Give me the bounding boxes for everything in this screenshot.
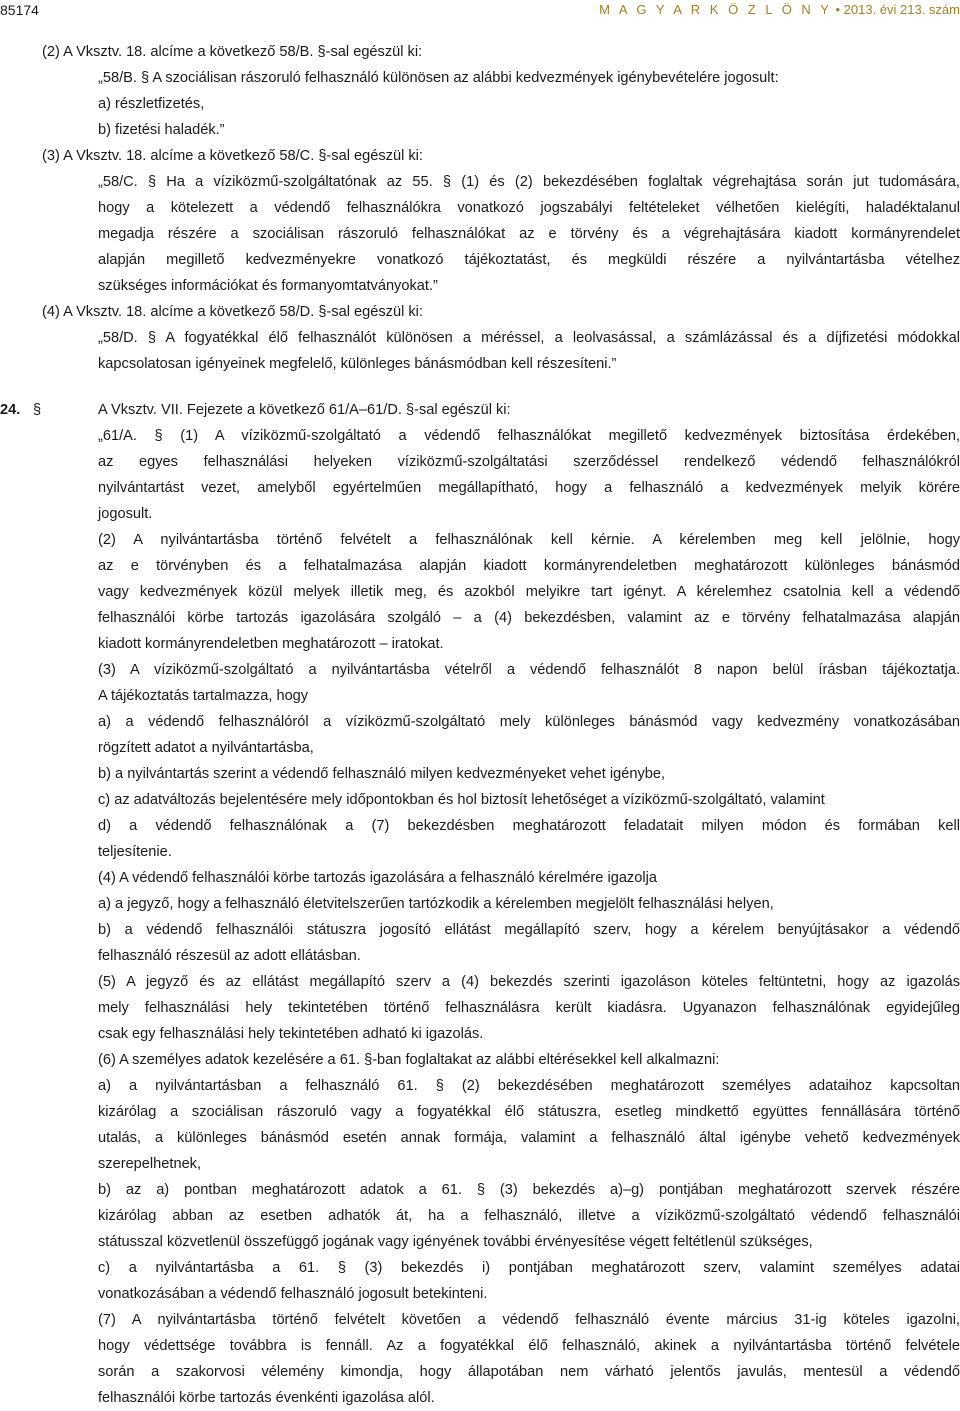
text-line: a) a védendő felhasználóról a víziközmű-szolgáltató mely különleges bánásmód vagy kedvezmény vonatkozásában — [98, 714, 960, 730]
text-line: felhasználó részesül az adott ellátásban. — [98, 948, 361, 964]
journal-name: M A G Y A R K Ö Z L Ö N Y — [599, 2, 832, 17]
text-line: „58/B. § A szociálisan rászoruló felhasználó különösen az alábbi kedvezmények igénybevételére jogosult: — [98, 70, 779, 86]
text-line: a) a nyilvántartásban a felhasználó 61. § (2) bekezdésében meghatározott személyes adataihoz kapcsoltan — [98, 1078, 960, 1094]
text-line: nyilvántartást vezet, amelyből egyértelműen megállapítható, hogy a felhasználó a kedvezmények melyik körére — [98, 480, 960, 496]
text-line: (4) A védendő felhasználói körbe tartozás igazolására a felhasználó kérelmére igazolja — [98, 870, 657, 886]
text-line: (7) A nyilvántartásba történő felvételt követően a védendő felhasználó évente március 31-ig köteles igazolni, — [98, 1312, 960, 1328]
text-line: teljesítenie. — [98, 844, 172, 860]
text-line: rögzített adatot a nyilvántartásba, — [98, 740, 314, 756]
text-line: (5) A jegyző és az ellátást megállapító szerv a (4) bekezdés szerinti igazoláson köteles feltüntetni, hogy az igazolás — [98, 974, 960, 990]
issue-label: • 2013. évi 213. szám — [831, 2, 960, 17]
text-line: (2) A Vksztv. 18. alcíme a következő 58/B. §-sal egészül ki: — [42, 44, 423, 60]
text-line: „58/C. § Ha a víziközmű-szolgáltatónak az 55. § (1) és (2) bekezdésében foglaltak végrehajtása során jut tudomására, — [98, 174, 960, 190]
text-line: hogy a kötelezett a védendő felhasználókra vonatkozó jogszabályi feltételeket vélhetően kielégíti, haladéktalanul — [98, 200, 960, 216]
text-line: (6) A személyes adatok kezelésére a 61. §-ban foglaltakat az alábbi eltérésekkel kell alkalmazni: — [98, 1052, 720, 1068]
text-line: státusszal közvetlenül összefüggő jogának vagy igényének további érvényesítése végett feltétlenül szükséges, — [98, 1234, 813, 1250]
text-line: az egyes felhasználási helyeken víziközmű-szolgáltatási szerződéssel rendelkező védendő felhasználókról — [98, 454, 960, 470]
text-line: során a szakorvosi vélemény kimondja, hogy állapotában nem várható jelentős javulás, mentesül a védendő — [98, 1364, 960, 1380]
text-line: mely felhasználási hely tekintetében történő felhasználásra került kiadásra. Ugyanazon felhasználónak egyidejűleg — [98, 1000, 960, 1016]
text-line: b) fizetési haladék.” — [98, 122, 225, 138]
text-line: jogosult. — [98, 506, 153, 522]
text-line: csak egy felhasználási hely tekintetében adható ki igazolás. — [98, 1026, 484, 1042]
text-line: felhasználói körbe tartozás évenkénti igazolása alól. — [98, 1390, 435, 1406]
section-sign: § — [33, 402, 42, 418]
text-line: (4) A Vksztv. 18. alcíme a következő 58/D. §-sal egészül ki: — [42, 304, 423, 320]
text-line: hogy védettsége továbbra is fennáll. Az a fogyatékkal élő felhasználó, akinek a nyilvántartásba történő felvétele — [98, 1338, 960, 1354]
document-body — [0, 39, 960, 1411]
text-line: megadja részére a szociálisan rászoruló felhasználókat az e törvény és a végrehajtására kiadott kormányrendelet — [98, 226, 960, 242]
section-gap — [0, 377, 960, 397]
text-line: A tájékoztatás tartalmazza, hogy — [98, 688, 309, 704]
section-24-heading — [0, 397, 960, 423]
text-line: a) a jegyző, hogy a felhasználó életvitelszerűen tartózkodik a kérelemben megjelölt felhasználási helyen, — [98, 896, 774, 912]
text-line: vonatkozásában a védendő felhasználó jogosult betekinteni. — [98, 1286, 488, 1302]
page-header — [0, 0, 960, 22]
text-line: kiadott kormányrendeletben meghatározott – iratokat. — [98, 636, 444, 652]
text-line: az e törvényben és a felhatalmazása alapján kiadott kormányrendeletben meghatározott különleges bánásmód — [98, 558, 960, 574]
text-line: alapján megillető kedvezményekre vonatkozó tájékoztatást, és megküldi részére a nyilvántartásba vételhez — [98, 252, 960, 268]
text-line: c) a nyilvántartásba a 61. § (3) bekezdés i) pontjában meghatározott szerv, valamint személyes adatai — [98, 1260, 960, 1276]
text-line: b) a védendő felhasználói státuszra jogosító ellátást megállapító szerv, hogy a kérelem benyújtásakor a védendő — [98, 922, 960, 938]
text-line: (3) A Vksztv. 18. alcíme a következő 58/C. §-sal egészül ki: — [42, 148, 423, 164]
text-line: a) részletfizetés, — [98, 96, 205, 112]
text-line: b) a nyilvántartás szerint a védendő felhasználó milyen kedvezményeket vehet igénybe, — [98, 766, 666, 782]
text-line: d) a védendő felhasználónak a (7) bekezdésben meghatározott feladatait milyen módon és formában kell — [98, 818, 960, 834]
page-number: 85174 — [0, 2, 39, 18]
text-line: szerepelhetnek, — [98, 1156, 202, 1172]
text-line: kapcsolatosan igényeinek megfelelő, különleges bánásmódban kell részesíteni.” — [98, 356, 617, 372]
section-number: 24. — [0, 402, 21, 418]
journal-title — [599, 2, 960, 17]
text-line: felhasználói körbe tartozás igazolására szolgáló – a (4) bekezdésben, valamint az e törvény felhatalmazása alapján — [98, 610, 960, 626]
text-line: szükséges információkat és formanyomtatványokat.” — [98, 278, 438, 294]
text-line: utalás, a különleges bánásmód esetén annak formája, valamint a felhasználó által igénybe vehető kedvezmények — [98, 1130, 960, 1146]
section-text: A Vksztv. VII. Fejezete a következő 61/A–61/D. §-sal egészül ki: — [98, 402, 511, 418]
text-line: „58/D. § A fogyatékkal élő felhasználót különösen a méréssel, a leolvasással, a számlázással és a díjfizetési módokkal — [98, 330, 960, 346]
text-line: kizárólag a szociálisan rászoruló vagy a fogyatékkal élő státuszra, esetleg mindkettő együttes fennállására történő — [98, 1104, 960, 1120]
text-line: (2) A nyilvántartásba történő felvételt a felhasználónak kell kérnie. A kérelemben meg kell jelölnie, hogy — [98, 532, 960, 548]
text-line: b) az a) pontban meghatározott adatok a 61. § (3) bekezdés a)–g) pontjában meghatározott szervek részére — [98, 1182, 960, 1198]
text-line: (3) A víziközmű-szolgáltató a nyilvántartásba vételről a védendő felhasználót 8 napon belül írásban tájékoztatja. — [98, 662, 960, 678]
text-line: vagy kedvezmények közül melyek illetik meg, és azokból melyikre tart igényt. A kérelemhez csatolnia kell a védendő — [98, 584, 960, 600]
text-line: c) az adatváltozás bejelentésére mely időpontokban és hol biztosít lehetőséget a víziközmű-szolgáltató, valamint — [98, 792, 825, 808]
text-line: kizárólag abban az esetben adhatók át, ha a felhasználó, illetve a víziközmű-szolgáltató védendő felhasználói — [98, 1208, 960, 1224]
text-line: „61/A. § (1) A víziközmű-szolgáltató a védendő felhasználókat megillető kedvezmények biztosítása érdekében, — [98, 428, 960, 444]
